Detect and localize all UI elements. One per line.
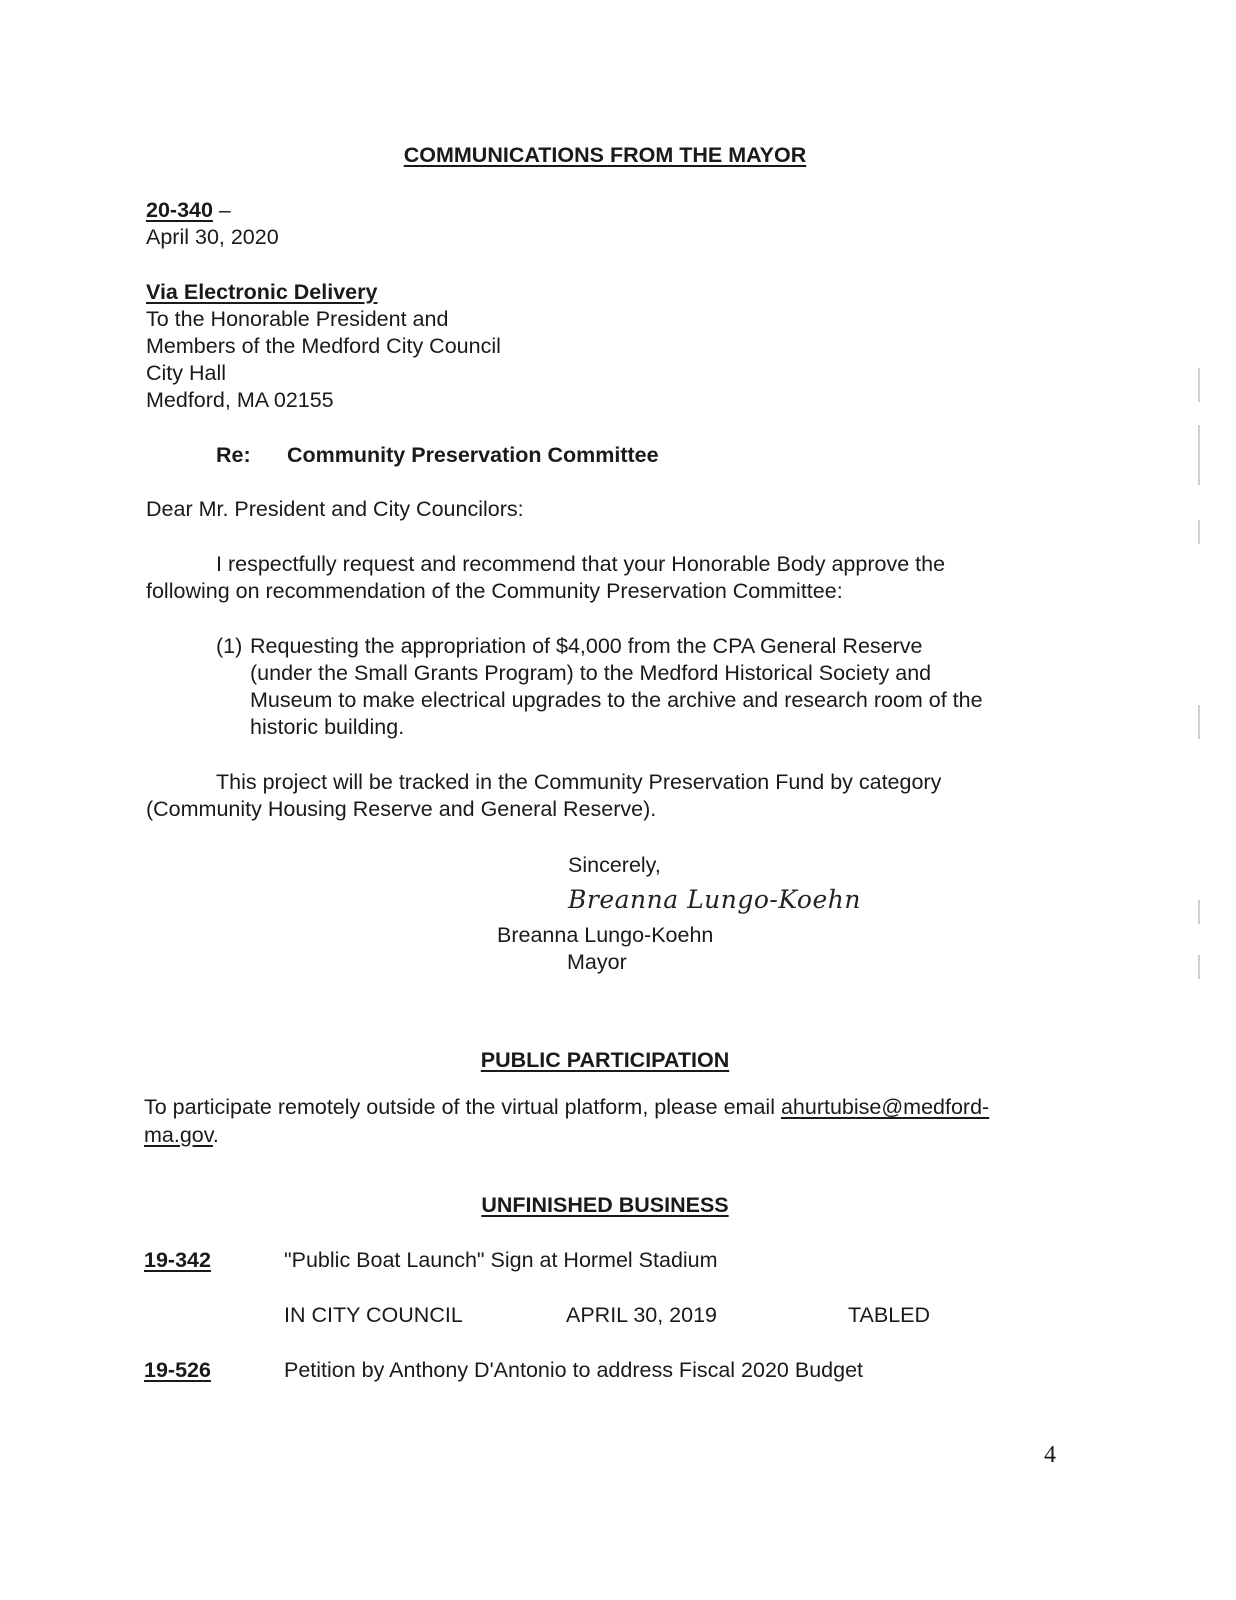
scan-artifact — [1198, 900, 1200, 924]
item-number: 20-340 — [146, 198, 213, 222]
item-dash: – — [212, 198, 231, 222]
re-subject: Community Preservation Committee — [287, 443, 659, 467]
participation-period: . — [212, 1123, 219, 1147]
participation-text: To participate remotely outside of the virtual platform, please email — [144, 1095, 781, 1119]
address-line: To the Honorable President and — [146, 307, 449, 331]
body-paragraph-line: This project will be tracked in the Community Preservation Fund by category — [216, 770, 942, 794]
scan-artifact — [1198, 955, 1200, 979]
page-number: 4 — [1044, 1442, 1056, 1468]
list-item-line: Museum to make electrical upgrades to the archive and research room of the — [250, 688, 983, 712]
letter-date: April 30, 2020 — [146, 225, 279, 249]
body-paragraph-line: I respectfully request and recommend that your Honorable Body approve the — [216, 552, 946, 576]
scan-artifact — [1198, 425, 1200, 485]
scan-artifact — [1198, 705, 1200, 739]
list-item-line: Requesting the appropriation of $4,000 from the CPA General Reserve — [250, 634, 923, 658]
list-item-line: (under the Small Grants Program) to the Medford Historical Society and — [250, 661, 932, 685]
agenda-item-number: 19-342 — [144, 1248, 211, 1272]
signer-name: Breanna Lungo-Koehn — [497, 923, 714, 947]
list-marker: (1) — [216, 634, 243, 658]
salutation: Dear Mr. President and City Councilors: — [146, 497, 524, 521]
agenda-item-title: "Public Boat Launch" Sign at Hormel Stadium — [284, 1248, 718, 1272]
agenda-item-status-body: IN CITY COUNCIL — [284, 1303, 463, 1327]
list-item-line: historic building. — [250, 715, 405, 739]
address-line: City Hall — [146, 361, 227, 385]
section-heading-public-participation: PUBLIC PARTICIPATION — [480, 1048, 730, 1072]
email-link-continued[interactable]: ma.gov — [144, 1123, 213, 1147]
email-link[interactable]: ahurtubise@medford- — [780, 1095, 990, 1119]
re-label: Re: — [216, 443, 251, 467]
body-paragraph-line: following on recommendation of the Community Preservation Committee: — [146, 579, 843, 603]
section-heading-mayor: COMMUNICATIONS FROM THE MAYOR — [403, 143, 807, 167]
scan-artifact — [1198, 368, 1200, 402]
closing: Sincerely, — [568, 853, 661, 877]
delivery-method: Via Electronic Delivery — [146, 280, 378, 304]
signature: Breanna Lungo-Koehn — [568, 885, 861, 914]
agenda-item-status-date: APRIL 30, 2019 — [566, 1303, 718, 1327]
address-line: Medford, MA 02155 — [146, 388, 334, 412]
participation-text-line — [144, 1094, 989, 1121]
agenda-item-number: 19-526 — [144, 1358, 211, 1382]
body-paragraph-line: (Community Housing Reserve and General Reserve). — [146, 797, 657, 821]
item-number-line — [146, 197, 231, 224]
agenda-item-status: TABLED — [848, 1303, 931, 1327]
address-line: Members of the Medford City Council — [146, 334, 501, 358]
participation-text-line — [144, 1122, 219, 1149]
section-heading-unfinished-business: UNFINISHED BUSINESS — [481, 1193, 729, 1217]
signer-title: Mayor — [567, 950, 627, 974]
agenda-item-title: Petition by Anthony D'Antonio to address Fiscal 2020 Budget — [284, 1358, 863, 1382]
scan-artifact — [1198, 520, 1200, 544]
